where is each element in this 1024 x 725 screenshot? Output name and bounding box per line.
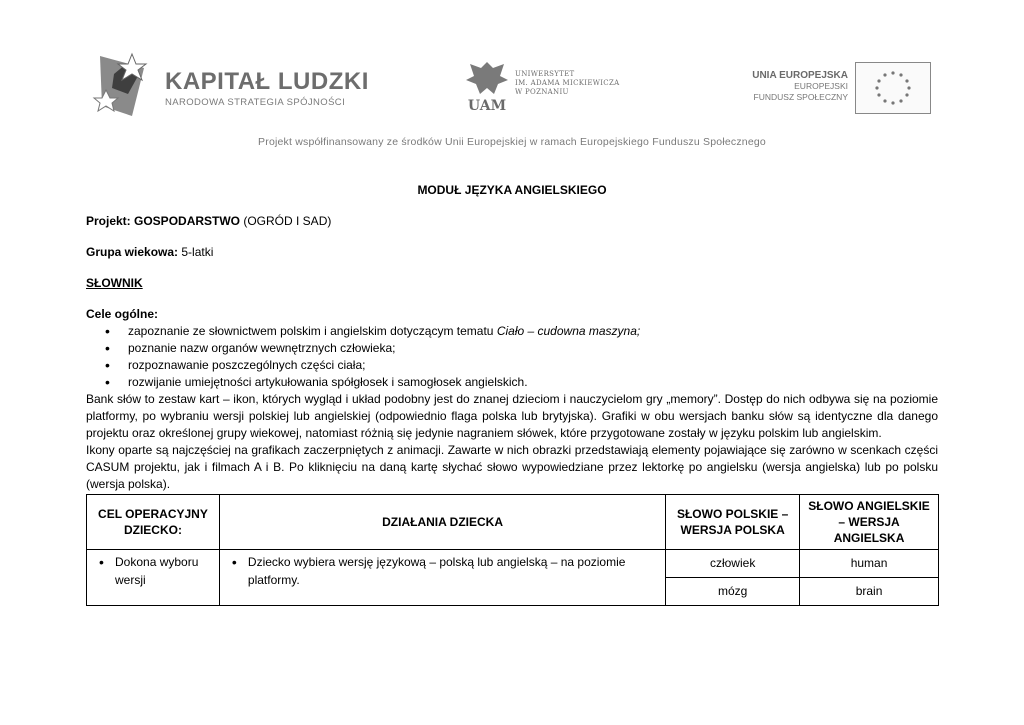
university-line-1: UNIWERSYTET (515, 70, 575, 78)
list-item: • rozwijanie umiejętności artykułowania spółgłosek i samogłosek angielskich. (86, 374, 938, 391)
table-header-row (87, 495, 939, 550)
age-group-label: Grupa wiekowa: (86, 245, 179, 259)
age-group-line (86, 244, 938, 261)
goal-topic: Ciało – cudowna maszyna; (496, 324, 641, 338)
project-label: Projekt: GOSPODARSTWO (86, 214, 241, 228)
goals-heading: Cele ogólne: (86, 307, 159, 321)
eu-line-2: EUROPEJSKI (794, 81, 848, 91)
polish-word-cell: człowiek (666, 550, 800, 578)
english-word-cell: human (800, 550, 939, 578)
kapital-ludzki-logo (92, 46, 172, 126)
header-english-word: SŁOWO ANGIELSKIE – WERSJA ANGIELSKA (800, 495, 939, 550)
action-cell-text: • Dziecko wybiera wersję językową – polską lub angielską – na poziomie platformy. (226, 553, 659, 589)
university-line-3: W POZNANIU (515, 88, 569, 96)
university-name (515, 70, 619, 97)
uam-abbrev: UAM (467, 98, 507, 112)
university-line-2: IM. ADAMA MICKIEWICZA (515, 79, 620, 87)
paragraph-word-bank: Bank słów to zestaw kart – ikon, których wygląd i układ podobny jest do znanej dzieciom i nauczycielom gry „memory”. Dostęp do nich odbywa się na poziomie platformy, po wybraniu wersji polskiej lub angielskiej (odpowiednio flaga polska lub brytyjska). Grafiki w obu wersjach banku słów są identyczne dla danego projektu oraz określonej grupy wiekowej, natomiast różnią się jedynie nagraniem słówek, które przygotowane zostały w języku polskim lub angielskim. (86, 392, 938, 440)
goal-cell-text: • Dokona wyboru wersji (93, 553, 213, 589)
list-item: • rozpoznawanie poszczególnych części ciała; (86, 357, 938, 374)
uam-eagle-emblem (462, 58, 512, 112)
goal-text: zapoznanie ze słownictwem polskim i angielskim dotyczącym tematu (128, 324, 497, 338)
eu-title: UNIA EUROPEJSKA (752, 70, 848, 81)
age-group-value: 5-latki (178, 245, 214, 259)
english-word-cell: brain (800, 578, 939, 606)
list-item (86, 323, 938, 340)
header-polish-word: SŁOWO POLSKIE – WERSJA POLSKA (666, 495, 800, 550)
project-value: (OGRÓD I SAD) (240, 214, 332, 228)
list-item: • poznanie nazw organów wewnętrznych człowieka; (86, 340, 938, 357)
polish-word-cell: mózg (666, 578, 800, 606)
module-title: MODUŁ JĘZYKA ANGIELSKIEGO (417, 183, 607, 197)
cofinancing-note: Projekt współfinansowany ze środków Unii Europejskiej w ramach Europejskiego Funduszu Społecznego (258, 136, 766, 148)
kapital-ludzki-title: KAPITAŁ LUDZKI (165, 68, 369, 95)
goal-cell (87, 550, 220, 606)
action-cell (219, 550, 665, 606)
kapital-ludzki-subtitle: NARODOWA STRATEGIA SPÓJNOŚCI (165, 97, 346, 108)
document-body (86, 182, 938, 606)
header-goal: CEL OPERACYJNY DZIECKO: (87, 495, 220, 550)
eu-fund-text (752, 70, 848, 103)
section-heading: SŁOWNIK (86, 276, 143, 290)
document-header (0, 0, 1024, 160)
paragraph-icons: Ikony oparte są najczęściej na grafikach zaczerpniętych z animacji. Zawarte w nich obrazki przedstawiają elementy pojawiające się zarówno w scenkach części CASUM projektu, jak i filmach A i B. Po kliknięciu na daną kartę słychać słowo wypowiedziane przez lektorkę po angielsku (wersja angielska) lub po polsku (wersja polska). (86, 443, 938, 491)
header-actions: DZIAŁANIA DZIECKA (219, 495, 665, 550)
eu-line-3: FUNDUSZ SPOŁECZNY (753, 92, 848, 102)
activity-table (86, 494, 939, 606)
project-line (86, 213, 938, 230)
eu-flag-icon (855, 62, 931, 114)
goals-list (86, 323, 938, 391)
table-row (87, 550, 939, 578)
